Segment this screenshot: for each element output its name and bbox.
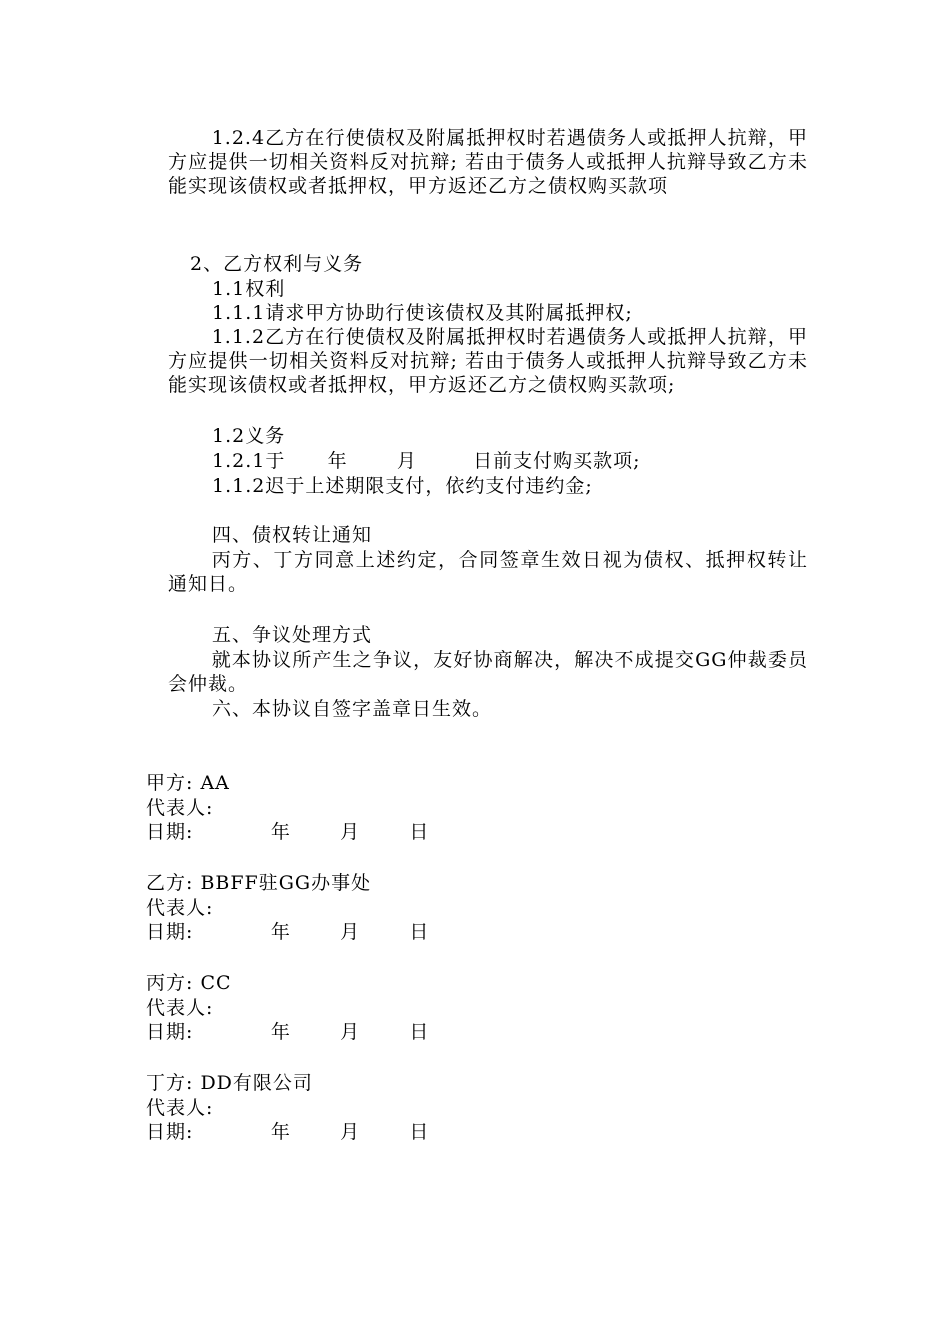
party-name: 甲方: AA — [146, 772, 230, 794]
representative-label: 代表人: — [146, 897, 214, 919]
clause-1-1-2b: 1.1.2迟于上述期限支付，依约支付违约金; — [212, 475, 593, 497]
signature-date: 日期: 年 月 日 — [146, 921, 430, 943]
clause-1-2-1: 1.2.1于 年 月 日前支付购买款项; — [212, 450, 641, 472]
section-4-title: 四、债权转让通知 — [212, 524, 373, 546]
clause-1-1-2: 1.1.2乙方在行使债权及附属抵押权时若遇债务人或抵押人抗辩，甲方应提供一切相关资料反对抗辩; 若由于债务人或抵押人抗辩导致乙方未能实现该债权或者抵押权，甲方返还乙方之债权购买款项; — [168, 326, 808, 396]
clause-1-1-title: 1.1权利 — [212, 278, 286, 300]
signature-date: 日期: 年 月 日 — [146, 821, 430, 843]
section-5-title: 五、争议处理方式 — [212, 624, 373, 646]
section-2-title: 2、乙方权利与义务 — [190, 253, 364, 275]
clause-1-2-4: 1.2.4乙方在行使债权及附属抵押权时若遇债务人或抵押人抗辩，甲方应提供一切相关资料反对抗辩; 若由于债务人或抵押人抗辩导致乙方未能实现该债权或者抵押权，甲方返还乙方之债权购买款项 — [168, 127, 808, 197]
clause-1-1-1: 1.1.1请求甲方协助行使该债权及其附属抵押权; — [212, 302, 633, 324]
party-name: 丙方: CC — [146, 972, 232, 994]
section-4-body: 丙方、丁方同意上述约定，合同签章生效日视为债权、抵押权转让通知日。 — [168, 549, 808, 595]
section-5-body: 就本协议所产生之争议，友好协商解决，解决不成提交GG仲裁委员会仲裁。 — [168, 649, 808, 695]
representative-label: 代表人: — [146, 1097, 214, 1119]
signature-date: 日期: 年 月 日 — [146, 1021, 430, 1043]
representative-label: 代表人: — [146, 797, 214, 819]
clause-1-2-title: 1.2义务 — [212, 425, 286, 447]
representative-label: 代表人: — [146, 997, 214, 1019]
section-6: 六、本协议自签字盖章日生效。 — [212, 698, 493, 720]
signature-date: 日期: 年 月 日 — [146, 1121, 430, 1143]
party-name: 丁方: DD有限公司 — [146, 1072, 313, 1094]
party-name: 乙方: BBFF驻GG办事处 — [146, 872, 372, 894]
